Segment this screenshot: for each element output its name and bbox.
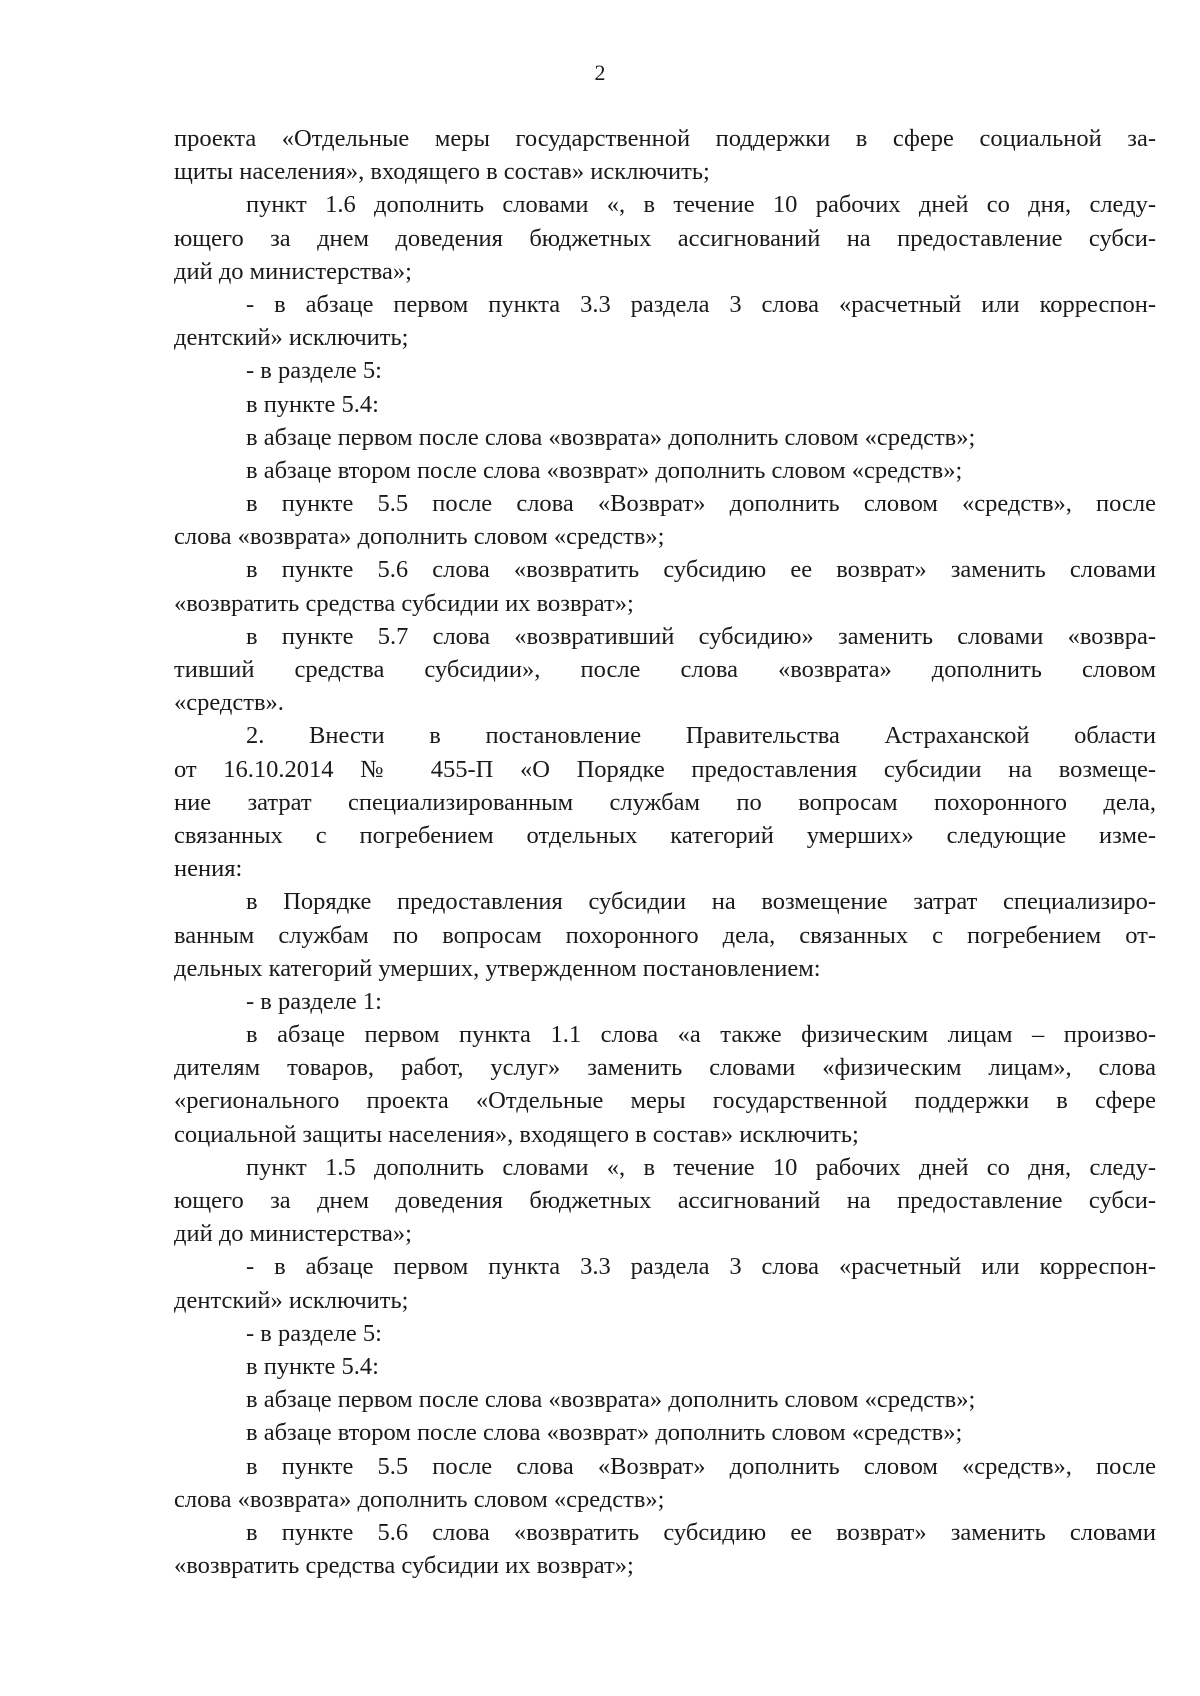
text-line: щиты населения», входящего в состав» исключить; [174,158,710,186]
text-line: 2. Внести в постановление Правительства Астраханской области [246,722,1156,750]
text-line: в пункте 5.5 после слова «Возврат» дополнить словом «средств», после [246,490,1156,518]
text-line: дельных категорий умерших, утвержденном постановлением: [174,954,821,982]
text-line: социальной защиты населения», входящего в состав» исключить; [174,1120,859,1148]
text-line: «возвратить средства субсидии их возврат»; [174,589,634,617]
text-line: в Порядке предоставления субсидии на возмещение затрат специализиро- [246,888,1156,916]
text-line: «возвратить средства субсидии их возврат»; [174,1552,634,1580]
text-line: ние затрат специализированным службам по вопросам похоронного дела, [174,788,1156,816]
text-line: ющего за днем доведения бюджетных ассигнований на предоставление субси- [174,1187,1156,1214]
text-line: в абзаце втором после слова «возврат» дополнить словом «средств»; [246,1419,963,1447]
text-line: в пункте 5.4: [246,1352,379,1380]
text-line: в пункте 5.6 слова «возвратить субсидию ее возврат» заменить словами [246,1518,1156,1546]
text-line: ванным службам по вопросам похоронного дела, связанных с погребением от- [174,921,1156,949]
text-line: ющего за днем доведения бюджетных ассигнований на предоставление субси- [174,224,1156,252]
document-body [174,122,1156,1582]
text-line: дий до министерства»; [174,257,412,285]
text-line: - в разделе 1: [246,987,382,1015]
text-line: в абзаце втором после слова «возврат» дополнить словом «средств»; [246,456,963,484]
text-line: проекта «Отдельные меры государственной поддержки в сфере социальной за- [174,125,1156,152]
text-line: дентский» исключить; [174,1286,409,1314]
text-line: дителям товаров, работ, услуг» заменить словами «физическим лицам», слова [174,1054,1156,1082]
text-line: слова «возврата» дополнить словом «средств»; [174,523,665,551]
text-line: в абзаце первом пункта 1.1 слова «а также физическим лицам – произво- [246,1021,1156,1049]
text-line: в абзаце первом после слова «возврата» дополнить словом «средств»; [246,423,976,451]
text-line: «средств». [174,689,284,717]
text-line: дентский» исключить; [174,324,409,352]
text-line: - в разделе 5: [246,357,382,385]
text-line: связанных с погребением отдельных категорий умерших» следующие изме- [174,821,1156,849]
text-line: в абзаце первом после слова «возврата» дополнить словом «средств»; [246,1386,976,1414]
text-line: тивший средства субсидии», после слова «возврата» дополнить словом [174,656,1156,683]
text-line: слова «возврата» дополнить словом «средств»; [174,1485,665,1513]
text-line: - в разделе 5: [246,1319,382,1347]
text-line: в пункте 5.6 слова «возвратить субсидию ее возврат» заменить словами [246,556,1156,584]
text-line: - в абзаце первом пункта 3.3 раздела 3 слова «расчетный или корреспон- [246,1253,1156,1281]
text-line: пункт 1.6 дополнить словами «, в течение 10 рабочих дней со дня, следу- [246,191,1156,219]
text-line: дий до министерства»; [174,1220,412,1248]
page-number: 2 [594,60,606,85]
text-line: - в абзаце первом пункта 3.3 раздела 3 слова «расчетный или корреспон- [246,290,1156,318]
text-line: в пункте 5.5 после слова «Возврат» дополнить словом «средств», после [246,1452,1156,1480]
text-line: в пункте 5.7 слова «возвративший субсидию» заменить словами «возвра- [246,622,1156,650]
text-line: пункт 1.5 дополнить словами «, в течение 10 рабочих дней со дня, следу- [246,1153,1156,1181]
text-line: в пункте 5.4: [246,390,379,418]
text-line: нения: [174,855,243,883]
text-line: от 16.10.2014 № 455-П «О Порядке предоставления субсидии на возмеще- [174,755,1156,783]
text-line: «регионального проекта «Отдельные меры государственной поддержки в сфере [174,1087,1156,1115]
